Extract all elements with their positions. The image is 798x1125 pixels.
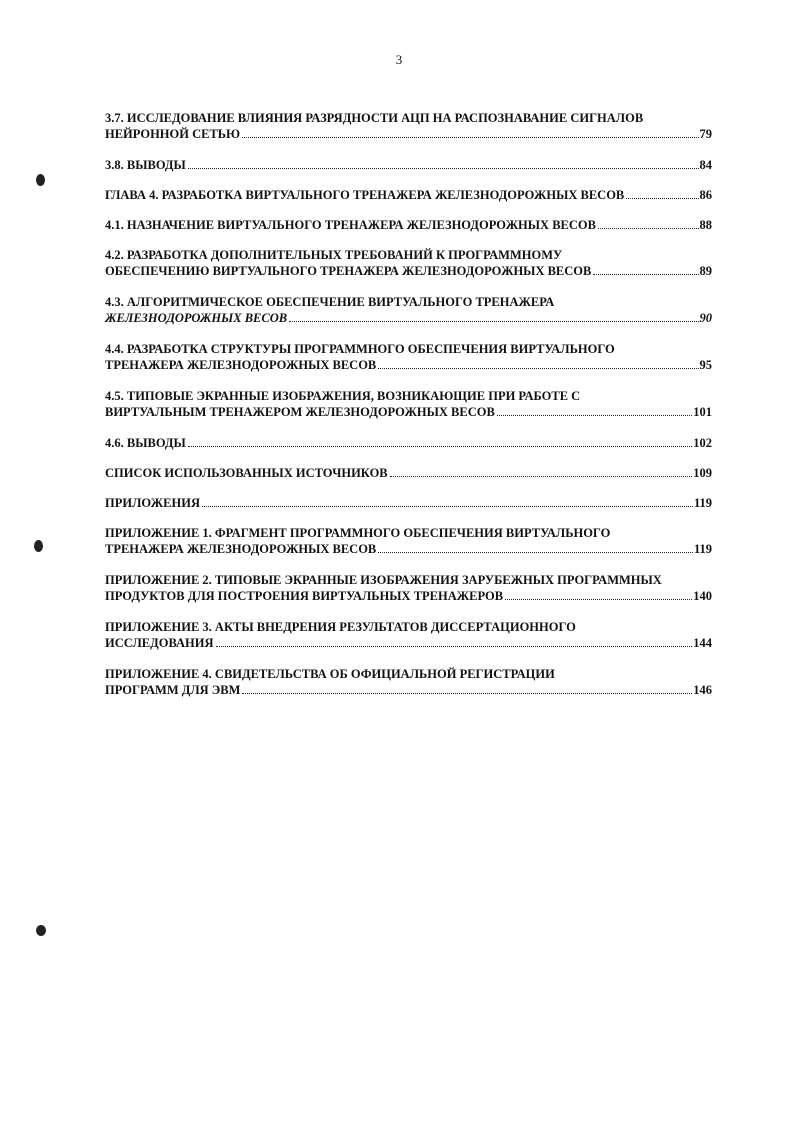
page-number: 3 xyxy=(395,52,403,67)
toc-entry-title-line: 3.8. ВЫВОДЫ xyxy=(105,158,186,172)
dot-leader xyxy=(626,198,698,199)
toc-entry[interactable] xyxy=(105,495,712,511)
toc-entry-page: 119 xyxy=(693,542,712,556)
toc-entry-title-line: ПРИЛОЖЕНИЕ 4. СВИДЕТЕЛЬСТВА ОБ ОФИЦИАЛЬНОЙ РЕГИСТРАЦИИ xyxy=(105,667,555,681)
toc-entry[interactable] xyxy=(105,525,712,557)
toc-entry-title-line: ТРЕНАЖЕРА ЖЕЛЕЗНОДОРОЖНЫХ ВЕСОВ xyxy=(105,542,377,556)
toc-entry[interactable] xyxy=(105,217,712,233)
toc-entry-title-line: ПРИЛОЖЕНИЕ 3. АКТЫ ВНЕДРЕНИЯ РЕЗУЛЬТАТОВ ДИССЕРТАЦИОННОГО xyxy=(105,620,576,634)
dot-leader xyxy=(497,415,692,416)
dot-leader xyxy=(242,137,698,138)
toc-entry-page: 144 xyxy=(693,636,712,650)
dot-leader xyxy=(202,506,693,507)
toc-entry-title-line: ОБЕСПЕЧЕНИЮ ВИРТУАЛЬНОГО ТРЕНАЖЕРА ЖЕЛЕЗНОДОРОЖНЫХ ВЕСОВ xyxy=(105,264,592,278)
toc-entry[interactable] xyxy=(105,619,712,651)
toc-entry-title-line: 4.6. ВЫВОДЫ xyxy=(105,436,186,450)
toc-entry-title-line: ИССЛЕДОВАНИЯ xyxy=(105,636,214,650)
dot-leader xyxy=(378,368,698,369)
toc-entry-page: 140 xyxy=(693,589,712,603)
toc-entry-page: 101 xyxy=(693,405,712,419)
toc-entry[interactable] xyxy=(105,572,712,604)
toc-entry-title-line: 4.2. РАЗРАБОТКА ДОПОЛНИТЕЛЬНЫХ ТРЕБОВАНИЙ К ПРОГРАММНОМУ xyxy=(105,248,563,262)
toc-entry-title-line: ГЛАВА 4. РАЗРАБОТКА ВИРТУАЛЬНОГО ТРЕНАЖЕРА ЖЕЛЕЗНОДОРОЖНЫХ ВЕСОВ xyxy=(105,188,625,202)
toc-entry-title-line: 4.5. ТИПОВЫЕ ЭКРАННЫЕ ИЗОБРАЖЕНИЯ, ВОЗНИКАЮЩИЕ ПРИ РАБОТЕ С xyxy=(105,389,581,403)
dot-leader xyxy=(593,274,698,275)
toc-entry-page: 146 xyxy=(693,683,712,697)
toc-entry[interactable] xyxy=(105,435,712,451)
dot-leader xyxy=(242,693,692,694)
toc-entry[interactable] xyxy=(105,666,712,698)
toc-entry[interactable] xyxy=(105,294,712,326)
dot-leader xyxy=(598,228,699,229)
toc-entry-title-line: 4.1. НАЗНАЧЕНИЕ ВИРТУАЛЬНОГО ТРЕНАЖЕРА ЖЕЛЕЗНОДОРОЖНЫХ ВЕСОВ xyxy=(105,218,596,232)
toc-entry-page: 95 xyxy=(699,358,712,372)
toc-entry-page: 86 xyxy=(699,188,712,202)
toc-entry[interactable] xyxy=(105,187,712,203)
toc-entry-page: 90 xyxy=(699,311,712,325)
toc-entry[interactable] xyxy=(105,388,712,420)
toc-entry-title-line: ПРОДУКТОВ ДЛЯ ПОСТРОЕНИЯ ВИРТУАЛЬНЫХ ТРЕНАЖЕРОВ xyxy=(105,589,504,603)
toc-entry-page: 89 xyxy=(699,264,712,278)
dot-leader xyxy=(289,321,698,322)
toc-entry-page: 84 xyxy=(699,158,712,172)
toc-entry-title-line: СПИСОК ИСПОЛЬЗОВАННЫХ ИСТОЧНИКОВ xyxy=(105,466,388,480)
dot-leader xyxy=(390,476,693,477)
table-of-contents xyxy=(105,110,712,713)
scan-speck xyxy=(36,925,46,936)
toc-entry-page: 79 xyxy=(699,127,712,141)
toc-entry[interactable] xyxy=(105,247,712,279)
toc-entry[interactable] xyxy=(105,341,712,373)
scan-speck xyxy=(36,174,45,186)
toc-entry-title-line: ТРЕНАЖЕРА ЖЕЛЕЗНОДОРОЖНЫХ ВЕСОВ xyxy=(105,358,377,372)
toc-entry-page: 88 xyxy=(699,218,712,232)
toc-entry-title-line: ПРИЛОЖЕНИЯ xyxy=(105,496,200,510)
toc-entry[interactable] xyxy=(105,157,712,173)
scan-speck xyxy=(34,540,43,552)
dot-leader xyxy=(378,552,693,553)
toc-entry-title-line: ПРОГРАММ ДЛЯ ЭВМ xyxy=(105,683,241,697)
dot-leader xyxy=(216,646,693,647)
toc-entry-title-line: ПРИЛОЖЕНИЕ 2. ТИПОВЫЕ ЭКРАННЫЕ ИЗОБРАЖЕНИЯ ЗАРУБЕЖНЫХ ПРОГРАММНЫХ xyxy=(105,573,662,587)
dot-leader xyxy=(188,168,699,169)
toc-entry-page: 109 xyxy=(693,466,712,480)
toc-entry[interactable] xyxy=(105,110,712,142)
toc-entry-page: 119 xyxy=(693,496,712,510)
toc-entry-title-line: ЖЕЛЕЗНОДОРОЖНЫХ ВЕСОВ xyxy=(105,311,288,325)
toc-entry-page: 102 xyxy=(693,436,712,450)
dot-leader xyxy=(505,599,692,600)
toc-entry-title-line: 4.4. РАЗРАБОТКА СТРУКТУРЫ ПРОГРАММНОГО ОБЕСПЕЧЕНИЯ ВИРТУАЛЬНОГО xyxy=(105,342,615,356)
toc-entry-title-line: 3.7. ИССЛЕДОВАНИЕ ВЛИЯНИЯ РАЗРЯДНОСТИ АЦП НА РАСПОЗНАВАНИЕ СИГНАЛОВ xyxy=(105,111,644,125)
dot-leader xyxy=(188,446,692,447)
toc-entry-title-line: 4.3. АЛГОРИТМИЧЕСКОЕ ОБЕСПЕЧЕНИЕ ВИРТУАЛЬНОГО ТРЕНАЖЕРА xyxy=(105,295,555,309)
toc-entry[interactable] xyxy=(105,465,712,481)
toc-entry-title-line: ПРИЛОЖЕНИЕ 1. ФРАГМЕНТ ПРОГРАММНОГО ОБЕСПЕЧЕНИЯ ВИРТУАЛЬНОГО xyxy=(105,526,611,540)
toc-entry-title-line: ВИРТУАЛЬНЫМ ТРЕНАЖЕРОМ ЖЕЛЕЗНОДОРОЖНЫХ ВЕСОВ xyxy=(105,405,495,419)
toc-entry-title-line: НЕЙРОННОЙ СЕТЬЮ xyxy=(105,127,241,141)
